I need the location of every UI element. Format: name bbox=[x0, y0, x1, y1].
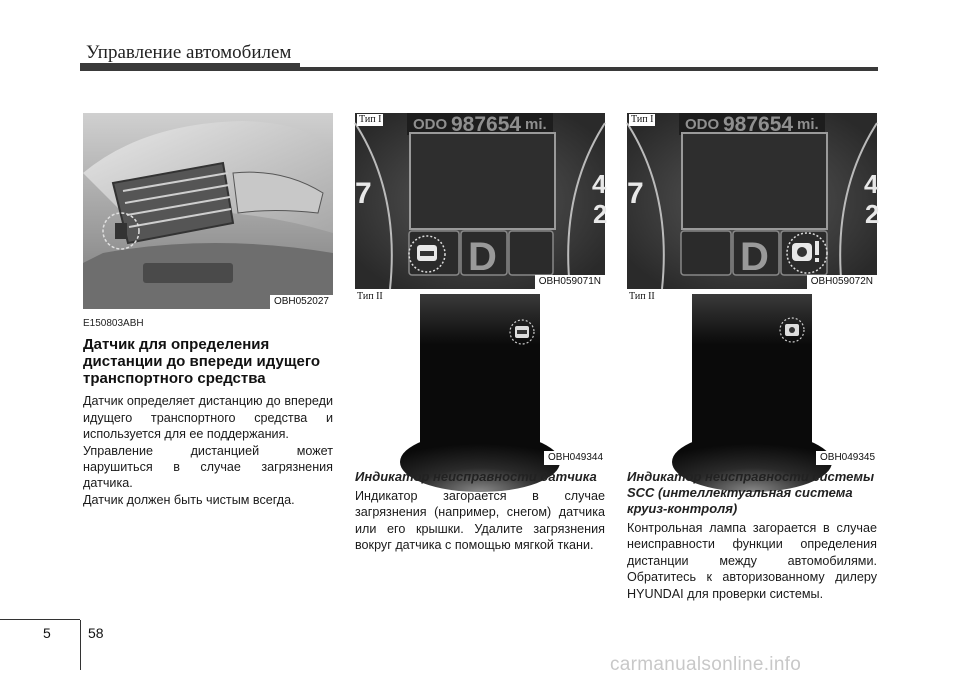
footer-rule bbox=[0, 619, 80, 620]
watermark: carmanualsonline.info bbox=[610, 654, 802, 675]
paragraph: Управление дистанцией может нарушиться в случае загрязнения датчика. bbox=[83, 443, 333, 491]
dial-number: 7 bbox=[627, 177, 644, 210]
section-heading: Датчик для определения дистанции до впереди идущего транспортного средства bbox=[83, 336, 321, 388]
chapter-number: 5 bbox=[43, 625, 51, 641]
dial-number: 2 bbox=[865, 199, 880, 229]
figure-code: OBH049345 bbox=[816, 451, 879, 465]
odo-unit: mi. bbox=[797, 116, 819, 133]
type-label: Тип I bbox=[359, 114, 382, 125]
column-3-text bbox=[627, 469, 877, 602]
paragraph: Датчик должен быть чистым всегда. bbox=[83, 492, 295, 507]
odo-unit: mi. bbox=[525, 116, 547, 133]
figure-code: OBH052027 bbox=[270, 295, 333, 309]
cluster-type1-scc bbox=[627, 113, 880, 289]
figure-code: OBH059071N bbox=[535, 275, 605, 289]
type-label: Тип II bbox=[629, 291, 655, 302]
header-rule bbox=[80, 67, 878, 71]
figure-code: OBH049344 bbox=[544, 451, 607, 465]
gear-indicator: D bbox=[468, 235, 497, 279]
page-number: 58 bbox=[88, 625, 104, 641]
sub-heading: Индикатор неисправности датчика bbox=[355, 469, 597, 484]
dial-number: 4 bbox=[592, 169, 607, 199]
paragraph: Датчик определяет дистанцию до впереди идущего транспортного средства и используется для ее поддержания. bbox=[83, 394, 333, 442]
section-code: E150803ABH bbox=[83, 318, 144, 329]
car-front-illustration bbox=[83, 113, 333, 309]
footer-divider bbox=[80, 620, 81, 670]
paragraph: Индикатор загорается в случае загрязнения (например, снегом) датчика или его крышки. Удалите загрязнения вокруг датчика с помощью мягкой ткани. bbox=[355, 489, 605, 553]
type-label: Тип I bbox=[631, 114, 654, 125]
odo-label: ODO bbox=[685, 116, 720, 133]
odo-value: 987654 bbox=[451, 113, 522, 136]
page-header-title: Управление автомобилем bbox=[86, 42, 292, 63]
dial-number: 2 bbox=[593, 199, 608, 229]
sub-heading: Индикатор неисправности системы SCC (интеллектуальная система круиз-контроля) bbox=[627, 469, 875, 516]
column-1-text bbox=[83, 316, 333, 508]
column-2-text bbox=[355, 469, 605, 554]
dial-number: 4 bbox=[864, 169, 879, 199]
cluster-type2-scc bbox=[692, 294, 812, 462]
type-label: Тип II bbox=[357, 291, 383, 302]
odo-value: 987654 bbox=[723, 113, 794, 136]
cluster-type1-sensor bbox=[355, 113, 608, 289]
paragraph: Контрольная лампа загорается в случае неисправности функции определения дистанции между автомобилями. Обратитесь к авторизованному дилеру HYUNDAI для проверки системы. bbox=[627, 521, 877, 601]
figure-code: OBH059072N bbox=[807, 275, 877, 289]
dial-number: 7 bbox=[355, 177, 372, 210]
odo-label: ODO bbox=[413, 116, 448, 133]
cluster-type2-sensor bbox=[420, 294, 540, 462]
car-front-photo bbox=[83, 113, 333, 309]
gear-indicator: D bbox=[740, 235, 769, 279]
